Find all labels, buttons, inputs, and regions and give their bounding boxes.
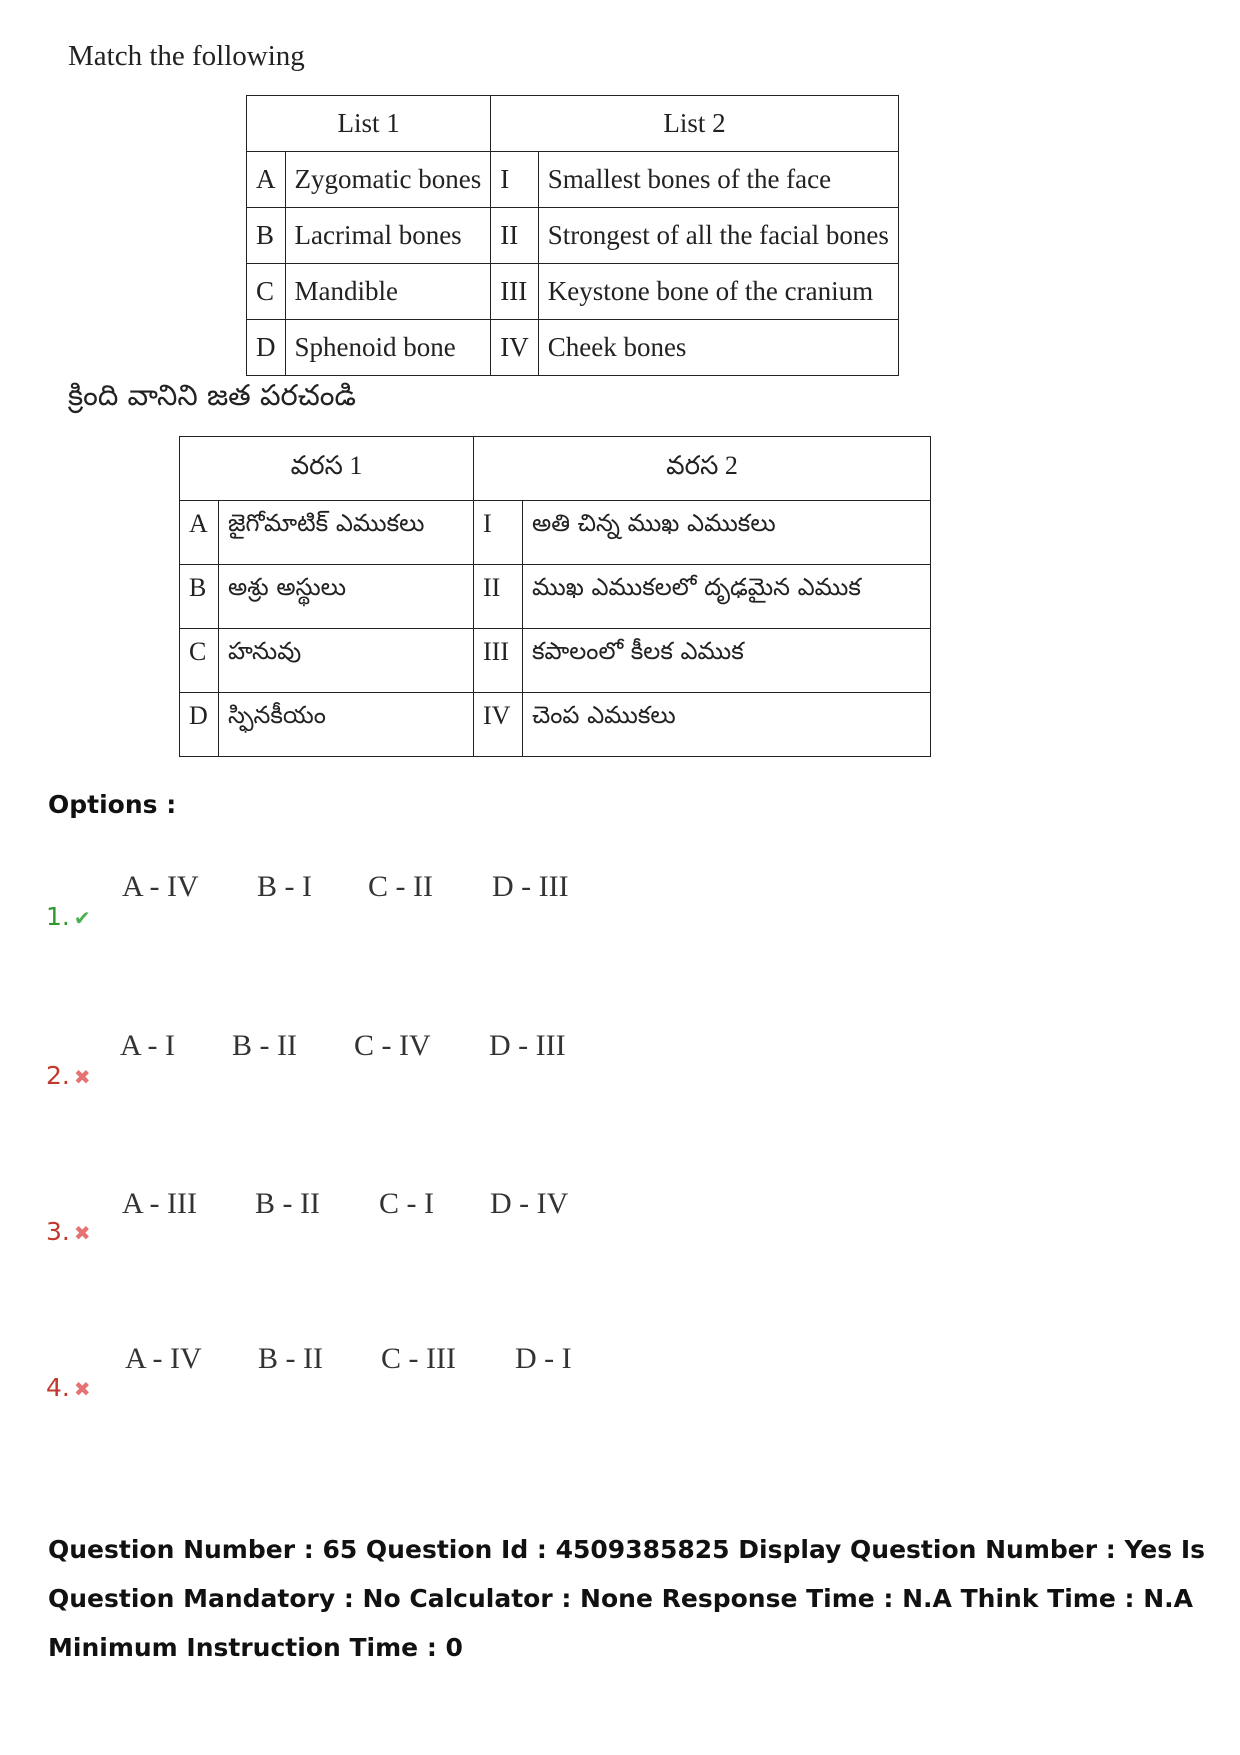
pair: A - I <box>120 1029 175 1062</box>
table-row <box>180 629 931 693</box>
row-letter: B <box>247 208 286 264</box>
table-header-row <box>180 437 931 501</box>
pair: A - IV <box>122 870 199 903</box>
pair: B - II <box>255 1187 320 1220</box>
pair: B - II <box>258 1342 323 1375</box>
row-match: చెంప ఎముకలు <box>523 693 931 757</box>
list1-header: List 1 <box>247 96 491 152</box>
row-item: Mandible <box>285 264 491 320</box>
row-item: Sphenoid bone <box>285 320 491 376</box>
table-row <box>180 501 931 565</box>
row-item: జైగోమాటిక్ ఎముకలు <box>219 501 474 565</box>
option-number <box>46 1373 91 1402</box>
row-item: అశ్రు అస్థులు <box>219 565 474 629</box>
table-row <box>180 693 931 757</box>
check-icon: ✔ <box>73 906 91 930</box>
row-roman: III <box>491 264 539 320</box>
option-number <box>46 902 91 931</box>
row-roman: I <box>491 152 539 208</box>
row-match: Cheek bones <box>538 320 898 376</box>
cross-icon: ✖ <box>73 1221 91 1245</box>
table-row <box>247 264 899 320</box>
row-letter: C <box>180 629 219 693</box>
pair: D - IV <box>490 1187 569 1220</box>
pair: C - III <box>381 1342 456 1375</box>
row-item: హనువు <box>219 629 474 693</box>
row-roman: I <box>474 501 523 565</box>
option-number-text: 2. <box>46 1061 70 1090</box>
list2-header: వరస 2 <box>474 437 931 501</box>
question-intro-telugu: క్రింది వానిని జత పరచండి <box>68 378 356 412</box>
pair: C - I <box>379 1187 434 1220</box>
row-match: Smallest bones of the face <box>538 152 898 208</box>
pair: C - II <box>368 870 433 903</box>
row-letter: D <box>247 320 286 376</box>
pair: B - I <box>257 870 312 903</box>
cross-icon: ✖ <box>73 1377 91 1401</box>
row-letter: A <box>247 152 286 208</box>
pair: A - III <box>122 1187 197 1220</box>
pair: C - IV <box>354 1029 431 1062</box>
list1-header: వరస 1 <box>180 437 474 501</box>
option-number <box>46 1061 91 1090</box>
option-1[interactable] <box>0 870 1240 990</box>
row-item: స్ఫినకీయం <box>219 693 474 757</box>
option-4[interactable] <box>0 1342 1240 1462</box>
pair: D - I <box>515 1342 572 1375</box>
table-row <box>247 152 899 208</box>
row-letter: D <box>180 693 219 757</box>
row-letter: B <box>180 565 219 629</box>
row-letter: A <box>180 501 219 565</box>
pair: B - II <box>232 1029 297 1062</box>
row-match: ముఖ ఎముకలలో దృఢమైన ఎముక <box>523 565 931 629</box>
match-table-telugu <box>179 436 931 757</box>
row-roman: IV <box>491 320 539 376</box>
option-number-text: 3. <box>46 1217 70 1246</box>
row-roman: IV <box>474 693 523 757</box>
pair: D - III <box>492 870 569 903</box>
options-heading: Options : <box>48 790 177 819</box>
row-item: Lacrimal bones <box>285 208 491 264</box>
row-roman: III <box>474 629 523 693</box>
row-roman: II <box>491 208 539 264</box>
table-row <box>247 320 899 376</box>
row-match: అతి చిన్న ముఖ ఎముకలు <box>523 501 931 565</box>
option-2[interactable] <box>0 1029 1240 1149</box>
option-number <box>46 1217 91 1246</box>
row-roman: II <box>474 565 523 629</box>
table-header-row <box>247 96 899 152</box>
row-match: కపాలంలో కీలక ఎముక <box>523 629 931 693</box>
match-table-english <box>246 95 899 376</box>
list2-header: List 2 <box>491 96 899 152</box>
question-intro-english: Match the following <box>68 40 305 72</box>
option-number-text: 1. <box>46 902 70 931</box>
cross-icon: ✖ <box>73 1065 91 1089</box>
table-row <box>180 565 931 629</box>
row-letter: C <box>247 264 286 320</box>
row-match: Strongest of all the facial bones <box>538 208 898 264</box>
pair: D - III <box>489 1029 566 1062</box>
row-match: Keystone bone of the cranium <box>538 264 898 320</box>
table-row <box>247 208 899 264</box>
question-metadata: Question Number : 65 Question Id : 4509385825 Display Question Number : Yes Is Question Mandatory : No Calculator : None Response Time : N.A Think Time : N.A Minimum Instruction Time : 0 <box>48 1535 1206 1662</box>
option-number-text: 4. <box>46 1373 70 1402</box>
option-3[interactable] <box>0 1187 1240 1307</box>
pair: A - IV <box>125 1342 202 1375</box>
row-item: Zygomatic bones <box>285 152 491 208</box>
